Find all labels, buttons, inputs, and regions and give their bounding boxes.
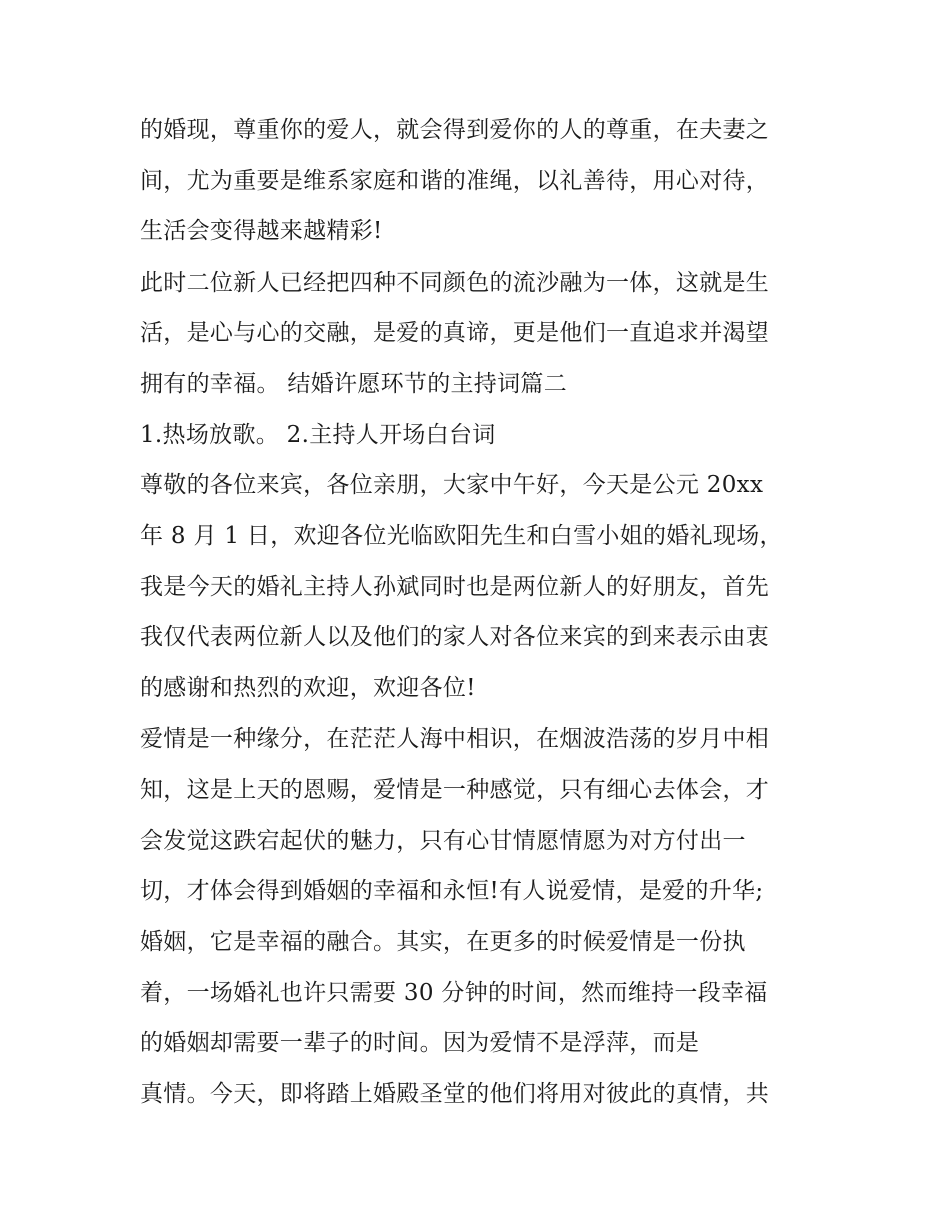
text-line: 的婚现，尊重你的爱人，就会得到爱你的人的尊重，在夫妻之 [140,117,770,143]
text-line: 活，是心与心的交融，是爱的真谛，更是他们一直追求并渴望 [140,320,770,346]
text-line: 尊敬的各位来宾，各位亲朋，大家中午好，今天是公元 20xx [140,472,764,498]
text-line: 的婚姻却需要一辈子的时间。因为爱情不是浮萍，而是 [140,1030,700,1056]
text-line: 1.热场放歌。 2.主持人开场白台词 [140,422,496,448]
text-line: 真情。今天，即将踏上婚殿圣堂的他们将用对彼此的真情，共 [140,1081,770,1107]
text-line: 切，才体会得到婚姻的幸福和永恒!有人说爱情，是爱的升华; [140,878,764,904]
text-line: 生活会变得越来越精彩! [140,218,383,244]
text-line: 会发觉这跌宕起伏的魅力，只有心甘情愿情愿为对方付出一 [140,828,746,854]
text-line: 我是今天的婚礼主持人孙斌同时也是两位新人的好朋友，首先 [140,574,770,600]
text-line: 爱情是一种缘分，在茫茫人海中相识，在烟波浩荡的岁月中相 [140,726,770,752]
text-line: 婚姻，它是幸福的融合。其实，在更多的时候爱情是一份执 [140,929,746,955]
text-line: 我仅代表两位新人以及他们的家人对各位来宾的到来表示由衷 [140,624,770,650]
text-line: 着，一场婚礼也许只需要 30 分钟的时间，然而维持一段幸福 [140,980,768,1006]
text-line: 此时二位新人已经把四种不同颜色的流沙融为一体，这就是生 [140,270,770,296]
text-line: 的感谢和热烈的欢迎，欢迎各位! [140,675,476,701]
text-line: 拥有的幸福。 结婚许愿环节的主持词篇二 [140,371,568,397]
text-line: 知，这是上天的恩赐，爱情是一种感觉，只有细心去体会，才 [140,777,770,803]
text-line: 间，尤为重要是维系家庭和谐的准绳，以礼善待，用心对待， [140,168,770,194]
text-line: 年 8 月 1 日，欢迎各位光临欧阳先生和白雪小姐的婚礼现场， [140,523,783,549]
